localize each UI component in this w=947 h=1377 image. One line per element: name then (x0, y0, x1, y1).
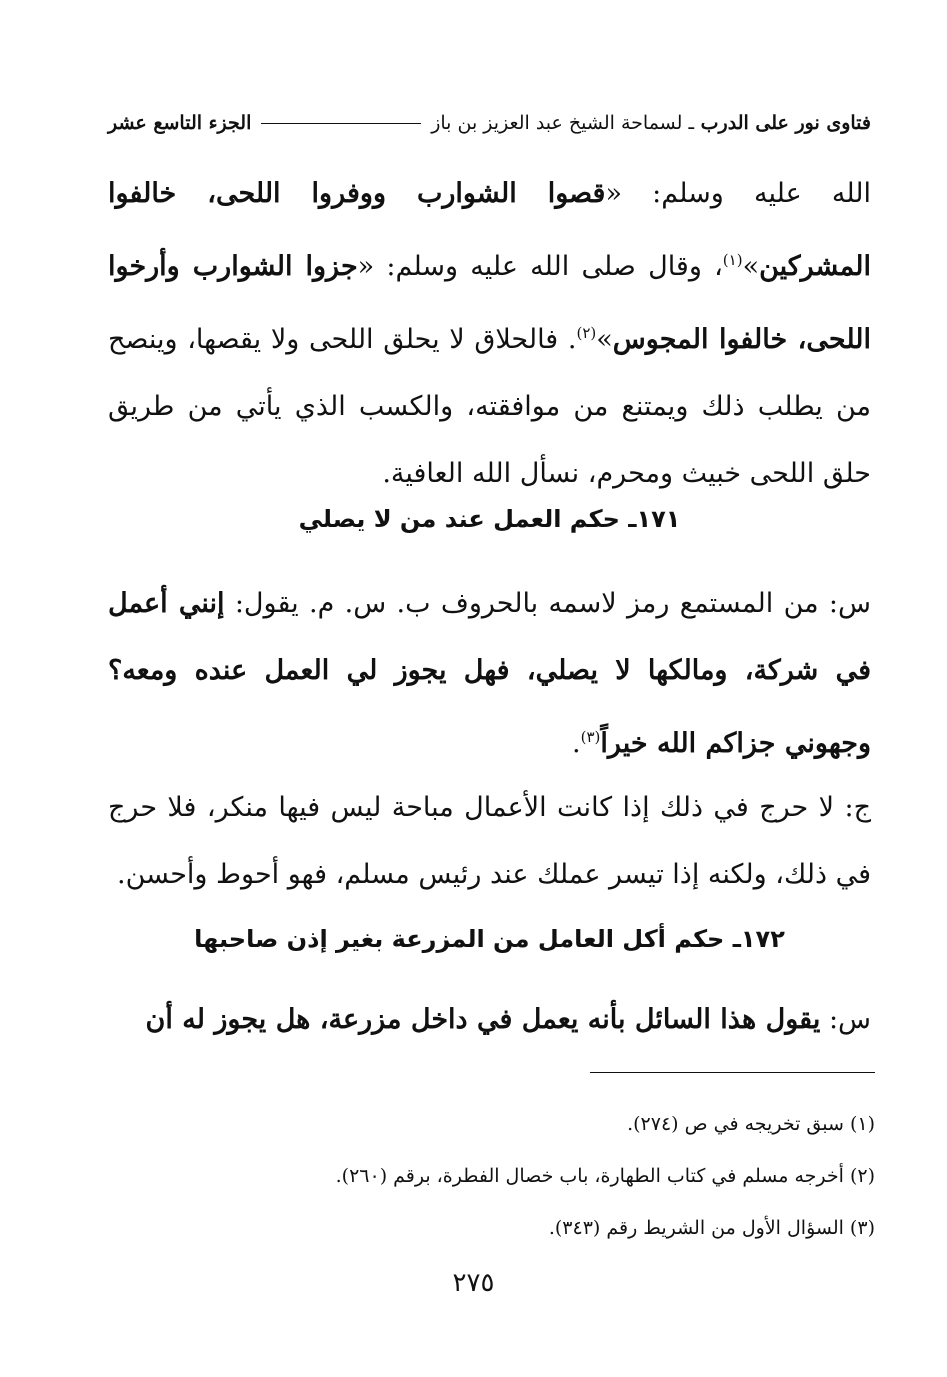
answer-171: ج: لا حرج في ذلك إذا كانت الأعمال مباحة ليس فيها منكر، فلا حرج في ذلك، ولكنه إذا تيسر عملك عند رئيس مسلم، فهو أحوط وأحسن. (108, 792, 871, 890)
question-text: يقول هذا السائل بأنه يعمل في داخل مزرعة، هل يجوز له أن (145, 1004, 821, 1035)
footnote-1: (١) سبق تخريجه في ص (٢٧٤). (627, 1113, 875, 1135)
author-name: ـ لسماحة الشيخ عبد العزيز بن باز (431, 112, 695, 134)
hadith-quote-2: جزوا الشوارب وأرخوا اللحى، خالفوا المجوس (108, 251, 871, 355)
question-text: إنني أعمل في شركة، ومالكها لا يصلي، فهل يجوز لي العمل عنده ومعه؟ وجهوني جزاكم الله خيراً (108, 588, 871, 759)
continuation-paragraph (108, 160, 871, 507)
footnote-2: (٢) أخرجه مسلم في كتاب الطهارة، باب خصال الفطرة، برقم (٢٦٠). (335, 1165, 875, 1187)
footnote-ref-1: (١) (722, 251, 743, 269)
hadith-quote-1: قصوا الشوارب ووفروا اللحى، خالفوا المشركين (108, 178, 871, 282)
section-heading-172: ١٧٢ـ حكم أكل العامل من المزرعة بغير إذن صاحبها (194, 925, 785, 953)
footnote-separator (590, 1072, 875, 1073)
footnote-ref-2: (٢) (576, 324, 597, 342)
text-run: الله عليه وسلم: « (605, 178, 872, 209)
running-header (108, 112, 871, 134)
book-title: فتاوى نور على الدرب (700, 112, 871, 134)
question-prefix: س: (820, 1004, 871, 1035)
footnote-3: (٣) السؤال الأول من الشريط رقم (٣٤٣). (548, 1217, 875, 1239)
text-run: ، وقال صلى الله عليه وسلم: « (357, 251, 723, 282)
volume-part: الجزء التاسع عشر (108, 112, 252, 134)
section-heading-171: ١٧١ـ حكم العمل عند من لا يصلي (298, 505, 681, 533)
question-prefix: س: من المستمع رمز لاسمه بالحروف ب. س. م. يقول: (224, 588, 871, 619)
header-rule (261, 123, 421, 124)
text-run: » (742, 251, 760, 282)
page-number: ٢٧٥ (452, 1268, 495, 1298)
question-171 (108, 570, 871, 777)
text-run: » (596, 324, 613, 355)
text-run: . (571, 728, 581, 759)
text-run: . فالحلاق لا يحلق اللحى ولا يقصها، وينصح من يطلب ذلك ويمتنع من موافقته، والكسب الذي يأتي من طريق حلق اللحى خبيث ومحرم، نسأل الله العافية. (108, 324, 871, 489)
footnotes (108, 1098, 875, 1254)
running-title (431, 112, 871, 134)
question-172 (108, 986, 871, 1053)
footnote-ref-3: (٣) (580, 728, 601, 746)
